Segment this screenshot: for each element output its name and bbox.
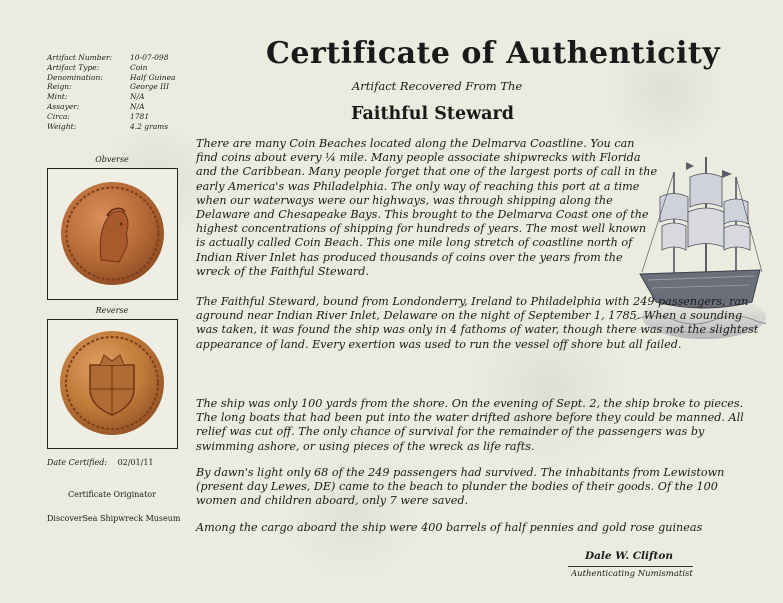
weight-row xyxy=(47,122,176,132)
artifact-number-value: 10-07-098 xyxy=(130,53,169,62)
assayer-row xyxy=(47,102,176,112)
mint-row xyxy=(47,92,176,102)
paragraph-cargo: Among the cargo aboard the ship were 400 barrels of half pennies and gold rose guineas xyxy=(196,521,703,534)
ship-name: Faithful Steward xyxy=(351,104,514,124)
mint-label: Mint: xyxy=(47,92,68,102)
assayer-value: N/A xyxy=(130,101,145,111)
certificate-subtitle: Artifact Recovered From The xyxy=(352,79,523,93)
paragraph-ship-breakup: The ship was only 100 yards from the shore. On the evening of Sept. 2, the ship broke to pieces. The long boats that had been put into the water drifted ashore before they could be manned. All relief was cut off. The only chance of survival for the remainder of the passengers was by swimming ashore, or using pieces of the wreck as life rafts. xyxy=(196,397,744,453)
date-certified-label: Date Certified: xyxy=(47,458,108,467)
date-certified xyxy=(47,458,154,467)
obverse-portrait-icon xyxy=(61,182,164,285)
obverse-coin-image xyxy=(61,182,164,285)
denomination-value: Half Guinea xyxy=(130,72,176,82)
mint-value: N/A xyxy=(130,92,145,102)
certificate-originator-name: DiscoverSea Shipwreck Museum xyxy=(47,514,181,523)
signature-title: Authenticating Numismatist xyxy=(571,569,693,579)
circa-row xyxy=(47,112,176,122)
certificate-originator-label: Certificate Originator xyxy=(68,490,156,499)
artifact-details xyxy=(47,53,176,131)
reign-label: Reign: xyxy=(47,82,72,92)
reign-row xyxy=(47,82,176,92)
reverse-shield-icon xyxy=(60,331,164,435)
certificate-title: Certificate of Authenticity xyxy=(266,36,721,71)
paragraph-faithful-steward: The Faithful Steward, bound from Londonderry, Ireland to Philadelphia with 249 passengers, ran aground near Indian River Inlet, Delaware on the night of September 1, 1785. When a sounding was taken, it was found the ship was only in 4 fathoms of water, though there was not the slightest appearance of land. Every exertion was used to run the vessel off shore but all failed. xyxy=(196,295,759,351)
artifact-type-label: Artifact Type: xyxy=(47,62,100,72)
paragraph-coin-beaches: There are many Coin Beaches located along the Delmarva Coastline. You can find coins about every ¼ mile. Many people associate shipwrecks with Florida and the Caribbean. Many people forget that one of the largest ports of call in the early America's was Philadelphia. The only way of reaching this port at a time when our waterways were our highways, was through shipping along the Delaware and Chesapeake Bays. This brought to the Delmarva Coast one of the highest concentrations of shipping for hundreds of years. The most well known is actually called Coin Beach. This one mile long stretch of coastline north of Indian River Inlet has produced thousands of coins over the years from the wreck of the Faithful Steward. xyxy=(196,137,658,278)
artifact-number-row xyxy=(47,53,176,63)
artifact-type-row xyxy=(47,63,176,73)
signature-line xyxy=(568,566,693,567)
obverse-frame xyxy=(47,168,178,300)
circa-value: 1781 xyxy=(130,111,150,121)
reverse-label: Reverse xyxy=(95,306,129,315)
reign-value: George III xyxy=(130,82,170,92)
obverse-label: Obverse xyxy=(95,155,129,164)
weight-value: 4.2 grams xyxy=(130,121,169,131)
reverse-frame xyxy=(47,319,178,449)
assayer-label: Assayer: xyxy=(47,101,80,111)
artifact-number-label: Artifact Number: xyxy=(47,53,113,62)
denomination-row xyxy=(47,73,176,83)
reverse-coin-image xyxy=(60,331,164,435)
date-certified-value: 02/01/11 xyxy=(117,458,154,467)
weight-label: Weight: xyxy=(47,121,77,131)
paragraph-survivors: By dawn's light only 68 of the 249 passengers had survived. The inhabitants from Lewistown (present day Lewes, DE) came to the beach to plunder the bodies of their goods. Of the 100 women and children aboard, only 7 were saved. xyxy=(196,466,725,508)
circa-label: Circa: xyxy=(47,111,70,121)
signature-name: Dale W. Clifton xyxy=(585,550,674,562)
artifact-type-value: Coin xyxy=(130,62,148,72)
denomination-label: Denomination: xyxy=(47,72,103,82)
